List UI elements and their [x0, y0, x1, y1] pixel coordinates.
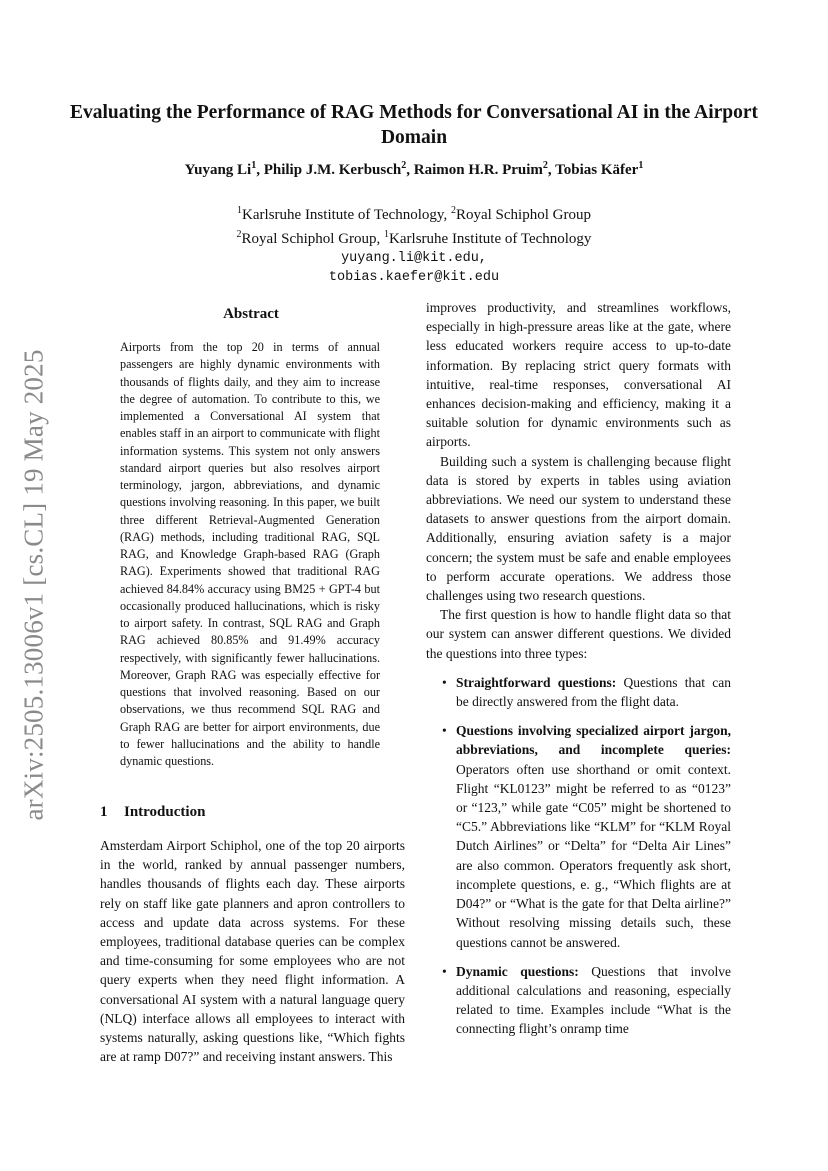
- affiliation-line: [60, 225, 768, 249]
- affil-text: Karlsruhe Institute of Technology,: [242, 207, 451, 223]
- affil-text: Royal Schiphol Group,: [241, 231, 385, 247]
- email-1[interactable]: yuyang.li@kit.edu,: [341, 251, 487, 266]
- affil-text: Royal Schiphol Group: [455, 207, 591, 223]
- list-item: [426, 673, 731, 711]
- author-name: Raimon H.R. Pruim: [413, 162, 543, 178]
- affil-sup: 1: [237, 205, 243, 216]
- right-column: [426, 298, 731, 1039]
- author-sup: 1: [251, 160, 257, 171]
- bullet-icon: •: [442, 963, 447, 979]
- author-name: Philip J.M. Kerbusch: [263, 162, 402, 178]
- author-list: Yuyang Li$^1$, Philip J.M. Kerbusch$^2$, Raimon H.R. Pruim$^2$, Tobias Käfer$^1$: [184, 160, 644, 178]
- list-item: [426, 962, 731, 1039]
- list-item-text: Questions that can be directly answered from the flight data.: [456, 674, 731, 710]
- paragraph: improves productivity, and streamlines workflows, especially in high-pressure areas like at the gate, where less educated workers require access to up-to-date information. By replacing strict query formats with intuitive, real-time responses, conversational AI enhances decision-making and efficiency, making it a suitable solution for dynamic environments such as airports.: [426, 300, 731, 450]
- bullet-icon: •: [442, 674, 447, 690]
- author-name: Yuyang Li: [184, 162, 252, 178]
- section-number: 1: [100, 804, 108, 820]
- list-item-label: Questions involving specialized airport jargon, abbreviations, and incomplete queries:: [456, 723, 731, 758]
- section-title: Introduction: [124, 804, 206, 820]
- question-type-list: [426, 673, 731, 1039]
- abstract-body: Airports from the top 20 in terms of annual passengers are highly dynamic environments with thousands of flights daily, and they aim to increase the degree of automation. To contribute to this, we implemented a Conversational AI system that enables staff in an airport to communicate with flight information systems. This system not only answers standard airport queries but also resolves airport terminology, jargon, abbreviations, and dynamic questions involving reasoning. In this paper, we built three different Retrieval-Augmented Generation (RAG) methods, including traditional RAG, SQL RAG, and Knowledge Graph-based RAG (Graph RAG). Experiments showed that traditional RAG achieved 84.84% accuracy using BM25 + GPT-4 but occasionally produced hallucinations, which is risky to airport safety. In contrast, SQL RAG and Graph RAG achieved 80.85% and 91.49% accuracy respectively, with significantly fewer hallucinations. Moreover, Graph RAG was especially effective for questions that involved reasoning. Based on our observations, we thus recommend SQL RAG and Graph RAG are better for airport environments, due to fewer hallucinations and the ability to handle dynamic questions.: [120, 340, 380, 768]
- affil-sup: 1: [384, 229, 390, 240]
- author-sup: 1: [638, 160, 644, 171]
- author-sup: 2: [401, 160, 407, 171]
- email-2[interactable]: tobias.kaefer@kit.edu: [328, 270, 500, 285]
- section-heading: [100, 804, 205, 821]
- intro-paragraph: Amsterdam Airport Schiphol, one of the top 20 airports in the world, ranked by annual passenger numbers, handles thousands of flights each day. These airports rely on staff like gate planners and apron controllers to access and update data across systems. For these employees, traditional database queries can be complex and time-consuming for some employees who are not query experts when they need flight information. A conversational AI system with a natural language query (NLQ) interface allows all employees to interact with systems naturally, asking questions like, “Which fights are at ramp D07?” and receiving instant answers. This: [100, 838, 405, 1065]
- paragraph: The first question is how to handle flight data so that our system can answer different questions. We divided the questions into three types:: [426, 607, 731, 661]
- paper-title: Evaluating the Performance of RAG Methods for Conversational AI in the Airport Domain: [69, 102, 759, 148]
- list-item-text: Questions that involve additional calculations and reasoning, especially related to time. Examples include “What is the connecting flight’s onramp time: [456, 963, 731, 1037]
- list-item-text: Operators often use shorthand or omit context. Flight “KL0123” might be referred to as “0123” or “123,” while gate “C05” might be shortened to “C5.” Abbreviations like “KLM” for “KLM Royal Dutch Airlines” or “Delta” for “Delta Air Lines” are also common. Operators frequently ask short, incomplete questions, e. g., “Which flights are at D04?” or “What is the gate for that Delta airline?” Without resolving missing details such, these questions cannot be answered.: [456, 761, 731, 950]
- affiliations: [60, 201, 768, 287]
- paragraph: Building such a system is challenging because flight data is stored by experts in tables using aviation abbreviations. We need our system to understand these datasets to answer questions from the airport domain. Additionally, ensuring aviation safety is a major concern; the system must be safe and enable employees to perform accurate operations. We address those challenges using two research questions.: [426, 453, 731, 604]
- list-item: [426, 721, 731, 951]
- abstract-heading: Abstract: [223, 306, 279, 322]
- affil-sup: 2: [236, 229, 242, 240]
- list-item-label: Straightforward questions:: [456, 674, 617, 690]
- arxiv-id: arXiv:2505.13006v1 [cs.CL] 19 May 2025: [18, 349, 49, 821]
- affil-text: Karlsruhe Institute of Technology: [389, 231, 592, 247]
- list-item-label: Dynamic questions:: [456, 963, 579, 979]
- bullet-icon: •: [442, 723, 447, 739]
- author-sup: 2: [542, 160, 548, 171]
- affiliation-line: [60, 201, 768, 225]
- author-name: Tobias Käfer: [555, 162, 639, 178]
- arxiv-sidebar-stamp: [14, 340, 54, 830]
- affil-sup: 2: [450, 205, 456, 216]
